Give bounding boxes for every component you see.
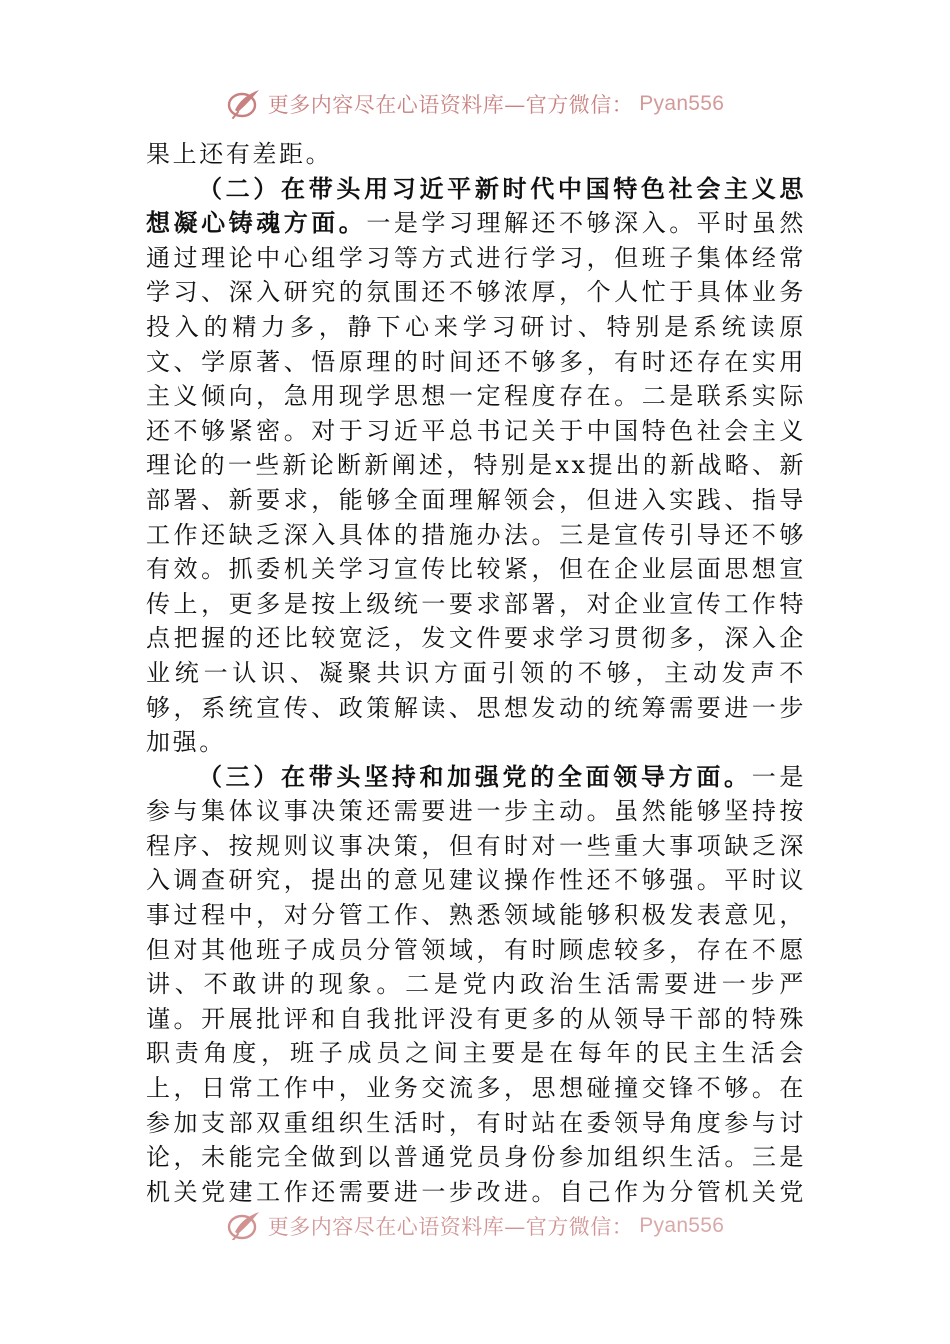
quill-logo-icon bbox=[226, 1208, 262, 1240]
watermark-handle: Pyan556 bbox=[639, 92, 725, 115]
section-two-text: 一是学习理解还不够深入。平时虽然通过理论中心组学习等方式进行学习，但班子集体经常学习、深入研究的氛围还不够浓厚，个人忙于具体业务投入的精力多，静下心来学习研讨、特别是系统读原文、学原著、悟原理的时间还不够多，有时还存在实用主义倾向，急用现学思想一定程度存在。二是联系实际还不够紧密。对于习近平总书记关于中国特色社会主义理论的一些新论断新阐述，特别是xx提出的新战略、新部署、新要求，能够全面理解领会，但进入实践、指导工作还缺乏深入具体的措施办法。三是宣传引导还不够有效。抓委机关学习宣传比较紧，但在企业层面思想宣传上，更多是按上级统一要求部署，对企业宣传工作特点把握的还比较宽泛，发文件要求学习贯彻多，深入企业统一认识、凝聚共识方面引领的不够，主动发声不够，系统宣传、政策解读、思想发动的统筹需要进一步加强。 bbox=[146, 209, 806, 757]
section-three-heading: （三）在带头坚持和加强党的全面领导方面。 bbox=[198, 761, 752, 791]
watermark-text: 更多内容尽在心语资料库—官方微信： bbox=[267, 1215, 634, 1239]
watermark-text: 更多内容尽在心语资料库—官方微信： bbox=[267, 93, 634, 117]
quill-logo-icon bbox=[226, 86, 262, 122]
paragraph-section-two bbox=[146, 172, 806, 760]
watermark-handle: Pyan556 bbox=[639, 1214, 725, 1237]
paragraph-text: 果上还有差距。 bbox=[146, 140, 333, 168]
section-three-text: 一是参与集体议事决策还需要进一步主动。虽然能够坚持按程序、按规则议事决策，但有时对一些重大事项缺乏深入调查研究，提出的意见建议操作性还不够强。平时议事过程中，对分管工作、熟悉领域能够积极发表意见，但对其他班子成员分管领域，有时顾虑较多，存在不愿讲、不敢讲的现象。二是党内政治生活需要进一步严谨。开展批评和自我批评没有更多的从领导干部的特殊职责角度，班子成员之间主要是在每年的民主生活会上，日常工作中，业务交流多，思想碰撞交锋不够。在参加支部双重组织生活时，有时站在委领导角度参与讨论，未能完全做到以普通党员身份参加组织生活。三是机关党建工作还需要进一步改进。自己作为分管机关党 bbox=[146, 762, 806, 1206]
section-two-heading: （二）在带头用习近平新时代中国特色社会主义思想凝心铸魂方面。 bbox=[146, 173, 806, 238]
paragraph-section-three bbox=[146, 760, 806, 1209]
paragraph-continuation bbox=[146, 137, 806, 172]
header-watermark bbox=[0, 84, 950, 124]
footer-watermark bbox=[0, 1204, 950, 1240]
document-body bbox=[146, 137, 806, 1209]
